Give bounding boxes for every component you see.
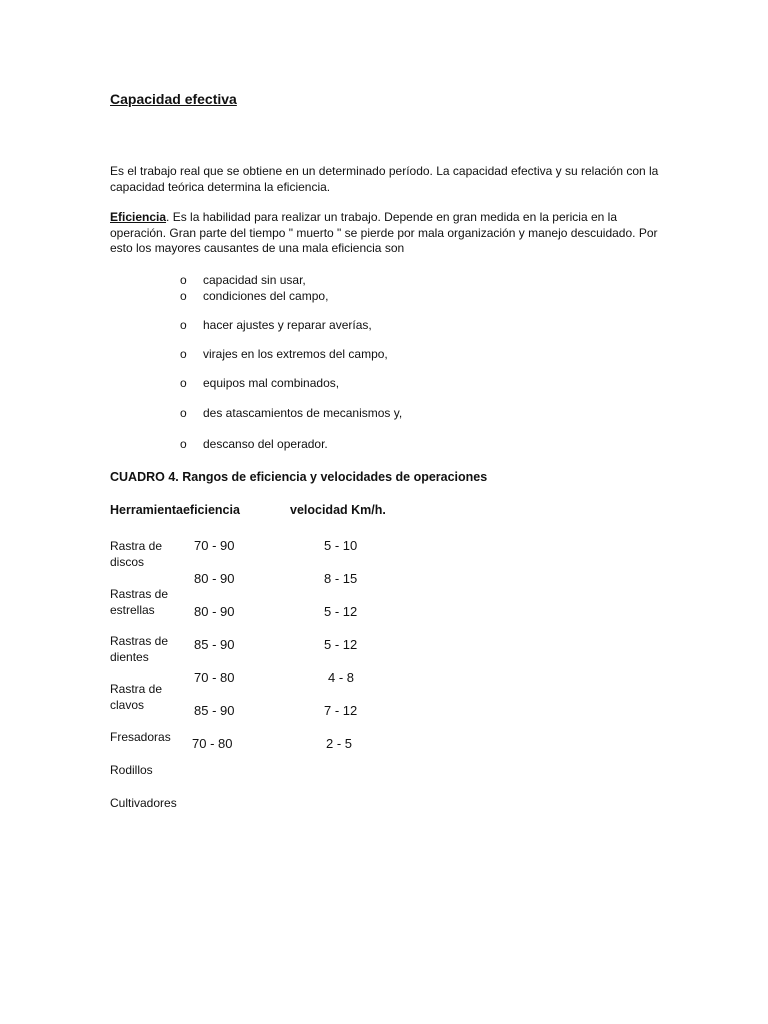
efficiency-value: 80 - 90 — [194, 604, 235, 619]
efficiency-paragraph — [110, 210, 670, 257]
tool-name: Rastra de clavos — [110, 682, 163, 712]
bullet-marker: o — [180, 318, 187, 332]
bullet-item: virajes en los extremos del campo, — [203, 347, 388, 361]
bullet-item: descanso del operador. — [203, 437, 328, 451]
bullet-item: equipos mal combinados, — [203, 376, 340, 390]
tool-name: Cultivadores — [110, 796, 177, 810]
page-title: Capacidad efectiva — [110, 91, 237, 107]
speed-value: 2 - 5 — [326, 736, 353, 751]
tool-name: Rodillos — [110, 763, 153, 777]
bullet-marker: o — [180, 289, 187, 303]
bullet-marker: o — [180, 273, 187, 287]
tool-name: Rastras de estrellas — [110, 587, 169, 617]
efficiency-value: 70 - 90 — [194, 538, 235, 553]
bullet-item: capacidad sin usar, — [203, 273, 306, 287]
efficiency-value: 80 - 90 — [194, 571, 235, 586]
efficiency-value: 85 - 90 — [194, 703, 235, 718]
header-tool: Herramienta — [110, 503, 183, 517]
tool-name: Rastra de discos — [110, 539, 163, 569]
speed-value: 8 - 15 — [324, 571, 358, 586]
header-tool-efficiency — [110, 503, 240, 518]
header-efficiency: eficiencia — [182, 503, 240, 517]
bullet-item: condiciones del campo, — [203, 289, 329, 303]
bullet-item: des atascamientos de mecanismos y, — [203, 406, 403, 420]
bullet-marker: o — [180, 376, 187, 390]
tool-name: Fresadoras — [110, 730, 171, 744]
speed-value: 7 - 12 — [324, 703, 358, 718]
bullet-marker: o — [180, 406, 187, 420]
speed-value: 5 - 12 — [324, 604, 358, 619]
efficiency-term: Eficiencia — [110, 210, 167, 224]
efficiency-value: 70 - 80 — [192, 736, 233, 751]
bullet-marker: o — [180, 347, 187, 361]
speed-value: 4 - 8 — [328, 670, 355, 685]
bullet-marker: o — [180, 437, 187, 451]
efficiency-text: . Es la habilidad para realizar un trabajo. Depende en gran medida en la pericia en la operación. Gran parte del tiempo " muerto " se pierde por mala organización y manejo descuidado. Por esto los mayores causantes de una mala eficiencia son — [110, 210, 658, 255]
table-caption: CUADRO 4. Rangos de eficiencia y velocidades de operaciones — [110, 470, 488, 484]
header-speed: velocidad Km/h. — [290, 503, 386, 517]
efficiency-value: 70 - 80 — [194, 670, 235, 685]
tool-name: Rastras de dientes — [110, 634, 169, 664]
speed-value: 5 - 12 — [324, 637, 358, 652]
speed-value: 5 - 10 — [324, 538, 358, 553]
intro-paragraph: Es el trabajo real que se obtiene en un determinado período. La capacidad efectiva y su relación con la capacidad teórica determina la eficiencia. — [110, 164, 659, 194]
efficiency-value: 85 - 90 — [194, 637, 235, 652]
bullet-item: hacer ajustes y reparar averías, — [203, 318, 372, 332]
